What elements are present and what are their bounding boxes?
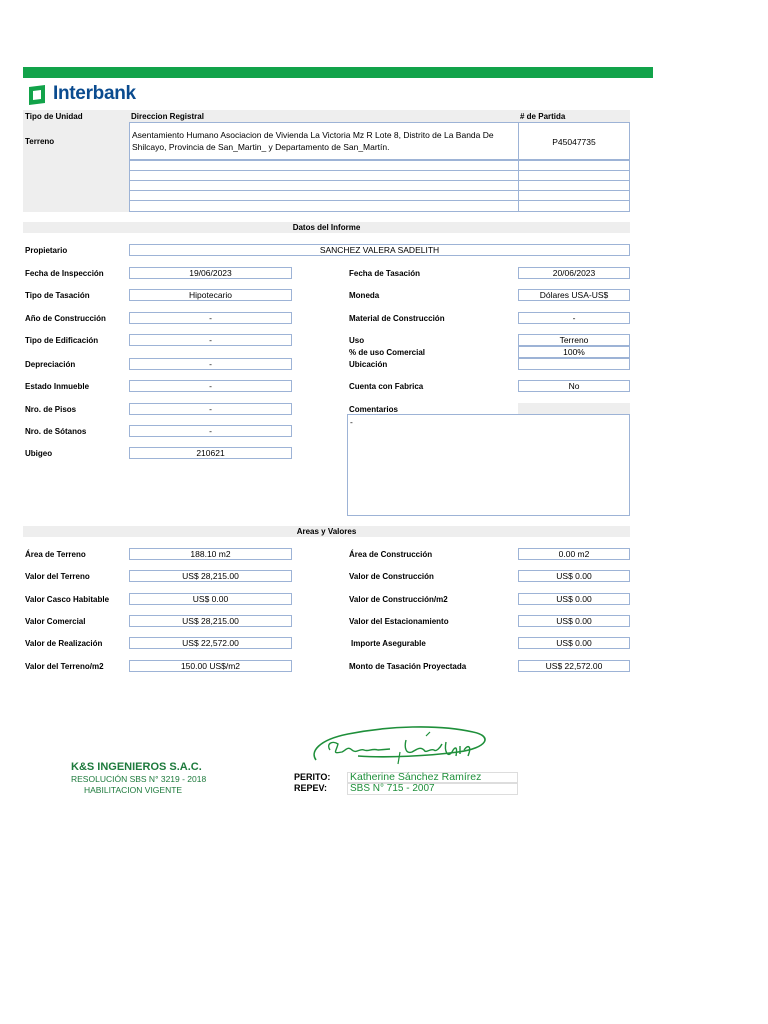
area-construccion-field: 0.00 m2 bbox=[518, 548, 630, 560]
valor-terreno-m2-label: Valor del Terreno/m2 bbox=[25, 662, 104, 671]
tasacion-proyectada-label: Monto de Tasación Proyectada bbox=[349, 662, 467, 671]
anio-construccion-field: - bbox=[129, 312, 292, 324]
fecha-tasacion-field: 20/06/2023 bbox=[518, 267, 630, 279]
valor-realizacion-label: Valor de Realización bbox=[25, 639, 103, 648]
perito-name: Katherine Sánchez Ramírez bbox=[350, 771, 482, 783]
fecha-inspeccion-label: Fecha de Inspección bbox=[25, 269, 104, 278]
valor-comercial-label: Valor Comercial bbox=[25, 617, 86, 626]
valor-comercial-field: US$ 28,215.00 bbox=[129, 615, 292, 627]
tipo-tasacion-field: Hipotecario bbox=[129, 289, 292, 301]
fecha-tasacion-label: Fecha de Tasación bbox=[349, 269, 420, 278]
section-areas-valores: Areas y Valores bbox=[23, 526, 630, 537]
repev-number: SBS N° 715 - 2007 bbox=[350, 783, 435, 794]
comentarios-label: Comentarios bbox=[349, 405, 398, 414]
propietario-field: SANCHEZ VALERA SADELITH bbox=[129, 244, 630, 256]
propietario-label: Propietario bbox=[25, 246, 68, 255]
uso-field: Terreno bbox=[518, 334, 630, 346]
partida-cell bbox=[518, 122, 630, 160]
valor-realizacion-field: US$ 22,572.00 bbox=[129, 637, 292, 649]
depreciacion-label: Depreciación bbox=[25, 360, 76, 369]
estado-inmueble-field: - bbox=[129, 380, 292, 392]
tipo-edificacion-label: Tipo de Edificación bbox=[25, 336, 99, 345]
tipo-tasacion-label: Tipo de Tasación bbox=[25, 291, 90, 300]
nro-pisos-field: - bbox=[129, 403, 292, 415]
valor-construccion-m2-field: US$ 0.00 bbox=[518, 593, 630, 605]
valor-construccion-m2-label: Valor de Construcción/m2 bbox=[349, 595, 448, 604]
col-partida: # de Partida bbox=[520, 112, 566, 121]
valor-terreno-label: Valor del Terreno bbox=[25, 572, 90, 581]
area-terreno-field: 188.10 m2 bbox=[129, 548, 292, 560]
valor-construccion-label: Valor de Construcción bbox=[349, 572, 434, 581]
partida-value: P45047735 bbox=[552, 137, 596, 147]
comentarios-box bbox=[347, 414, 630, 516]
depreciacion-field: - bbox=[129, 358, 292, 370]
moneda-field: Dólares USA-US$ bbox=[518, 289, 630, 301]
importe-asegurable-field: US$ 0.00 bbox=[518, 637, 630, 649]
comentarios-text: - bbox=[350, 417, 353, 427]
interbank-logo-text: Interbank bbox=[53, 83, 136, 104]
cuenta-fabrica-label: Cuenta con Fabrica bbox=[349, 382, 424, 391]
firm-status: HABILITACION VIGENTE bbox=[84, 785, 183, 795]
estado-inmueble-label: Estado Inmueble bbox=[25, 382, 90, 391]
comentarios-header-shade bbox=[518, 403, 630, 414]
header-green-band bbox=[23, 67, 653, 78]
material-construccion-label: Material de Construcción bbox=[349, 314, 445, 323]
col-direccion-registral: Direccion Registral bbox=[131, 112, 204, 121]
valor-estacionamiento-label: Valor del Estacionamiento bbox=[349, 617, 449, 626]
valor-casco-field: US$ 0.00 bbox=[129, 593, 292, 605]
uso-label: Uso bbox=[349, 336, 365, 345]
nro-sotanos-label: Nro. de Sótanos bbox=[25, 427, 87, 436]
uso-comercial-label: % de uso Comercial bbox=[349, 348, 426, 357]
area-terreno-label: Área de Terreno bbox=[25, 550, 86, 559]
anio-construccion-label: Año de Construcción bbox=[25, 314, 106, 323]
valor-construccion-field: US$ 0.00 bbox=[518, 570, 630, 582]
empty-row-5a bbox=[129, 200, 519, 212]
ubigeo-label: Ubigeo bbox=[25, 449, 53, 458]
repev-label: REPEV: bbox=[294, 783, 328, 793]
valor-terreno-m2-field: 150.00 US$/m2 bbox=[129, 660, 292, 672]
ubicacion-label: Ubicación bbox=[349, 360, 388, 369]
ubigeo-field: 210621 bbox=[129, 447, 292, 459]
importe-asegurable-label: Importe Asegurable bbox=[351, 639, 426, 648]
valor-terreno-field: US$ 28,215.00 bbox=[129, 570, 292, 582]
nro-sotanos-field: - bbox=[129, 425, 292, 437]
direccion-cell bbox=[129, 122, 519, 160]
uso-comercial-field: 100% bbox=[518, 346, 630, 358]
tipo-edificacion-field: - bbox=[129, 334, 292, 346]
perito-signature bbox=[308, 722, 498, 777]
firm-name: K&S INGENIEROS S.A.C. bbox=[71, 761, 202, 773]
moneda-label: Moneda bbox=[349, 291, 380, 300]
material-construccion-field: - bbox=[518, 312, 630, 324]
fecha-inspeccion-field: 19/06/2023 bbox=[129, 267, 292, 279]
perito-label: PERITO: bbox=[294, 772, 331, 782]
empty-row-5b bbox=[518, 200, 630, 212]
cuenta-fabrica-field: No bbox=[518, 380, 630, 392]
ubicacion-field bbox=[518, 358, 630, 370]
row-terreno-label: Terreno bbox=[25, 137, 55, 146]
direccion-text: Asentamiento Humano Asociacion de Vivienda La Victoria Mz R Lote 8, Distrito de La Banda De Shilcayo, Provincia de San_Martin_ y Departamento de San_Martín. bbox=[132, 130, 494, 152]
section-datos-informe: Datos del Informe bbox=[23, 222, 630, 233]
area-construccion-label: Área de Construcción bbox=[349, 550, 433, 559]
valor-estacionamiento-field: US$ 0.00 bbox=[518, 615, 630, 627]
valor-casco-label: Valor Casco Habitable bbox=[25, 595, 110, 604]
nro-pisos-label: Nro. de Pisos bbox=[25, 405, 77, 414]
col-tipo-unidad: Tipo de Unidad bbox=[25, 112, 83, 121]
interbank-logo-mark-icon bbox=[26, 84, 48, 106]
tasacion-proyectada-field: US$ 22,572.00 bbox=[518, 660, 630, 672]
firm-resolution: RESOLUCIÓN SBS N° 3219 - 2018 bbox=[71, 774, 207, 784]
